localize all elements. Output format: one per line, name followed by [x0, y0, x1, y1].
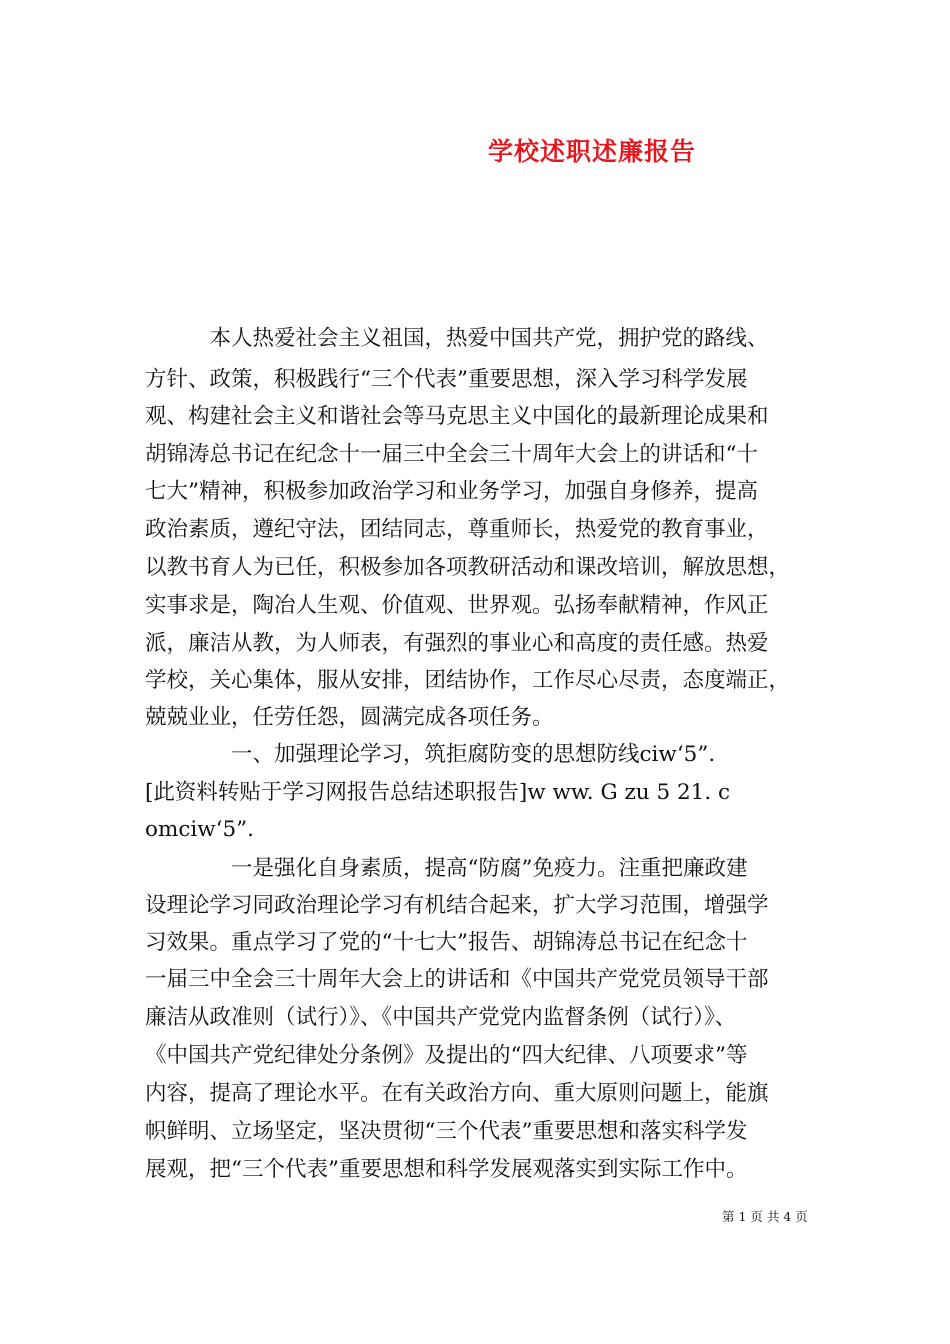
text-line: 方针、政策，积极践行“三个代表”重要思想，深入学习科学发展	[145, 367, 748, 392]
text-line: 以教书育人为已任，积极参加各项教研活动和课改培训，解放思想，	[145, 555, 791, 580]
text-line: 《中国共产党纪律处分条例》及提出的“四大纪律、八项要求”等	[145, 1043, 748, 1068]
text-line: 帜鲜明、立场坚定，坚决贯彻“三个代表”重要思想和落实科学发	[145, 1119, 748, 1144]
text-line: 观、构建社会主义和谐社会等马克思主义中国化的最新理论成果和	[145, 404, 769, 429]
text-line: 一届三中全会三十周年大会上的讲话和《中国共产党党员领导干部	[145, 967, 769, 992]
text-line: 学校，关心集体，服从安排，团结协作，工作尽心尽责，态度端正，	[145, 668, 791, 693]
text-line: 实事求是，陶冶人生观、价值观、世界观。弘扬奉献精神，作风正	[145, 593, 769, 618]
text-line: [此资料转贴于学习网报告总结述职报告]w ww. G zu 5 21. c	[145, 780, 731, 805]
text-line: 廉洁从政准则（试行）》、《中国共产党党内监督条例（试行）》、	[145, 1005, 737, 1030]
document-title: 学校述职述廉报告	[488, 137, 697, 166]
text-line: 习效果。重点学习了党的“十七大”报告、胡锦涛总书记在纪念十	[145, 930, 748, 955]
text-line: 设理论学习同政治理论学习有机结合起来，扩大学习范围，增强学	[145, 893, 769, 918]
text-line: 一、加强理论学习，筑拒腐防变的思想防线ciw‘5”.	[145, 742, 716, 767]
text-line: 展观，把“三个代表”重要思想和科学发展观落实到实际工作中。	[145, 1157, 748, 1182]
text-line: 派，廉洁从教，为人师表，有强烈的事业心和高度的责任感。热爱	[145, 631, 769, 656]
text-line: 七大”精神，积极参加政治学习和业务学习，加强自身修养，提高	[145, 479, 758, 504]
text-line: 胡锦涛总书记在纪念十一届三中全会三十周年大会上的讲话和“十	[145, 442, 758, 467]
text-line: 内容，提高了理论水平。在有关政治方向、重大原则问题上，能旗	[145, 1081, 769, 1106]
page-footer: 第 1 页 共 4 页	[722, 1209, 808, 1224]
text-line: 政治素质，遵纪守法，团结同志，尊重师长，热爱党的教育事业，	[145, 517, 769, 542]
text-line: 本人热爱社会主义祖国，热爱中国共产党，拥护党的路线、	[145, 326, 769, 351]
text-line: 一是强化自身素质，提高“防腐”免疫力。注重把廉政建	[145, 856, 748, 881]
text-line: 兢兢业业，任劳任怨，圆满完成各项任务。	[145, 705, 554, 730]
text-line: omciw‘5”.	[145, 817, 254, 842]
